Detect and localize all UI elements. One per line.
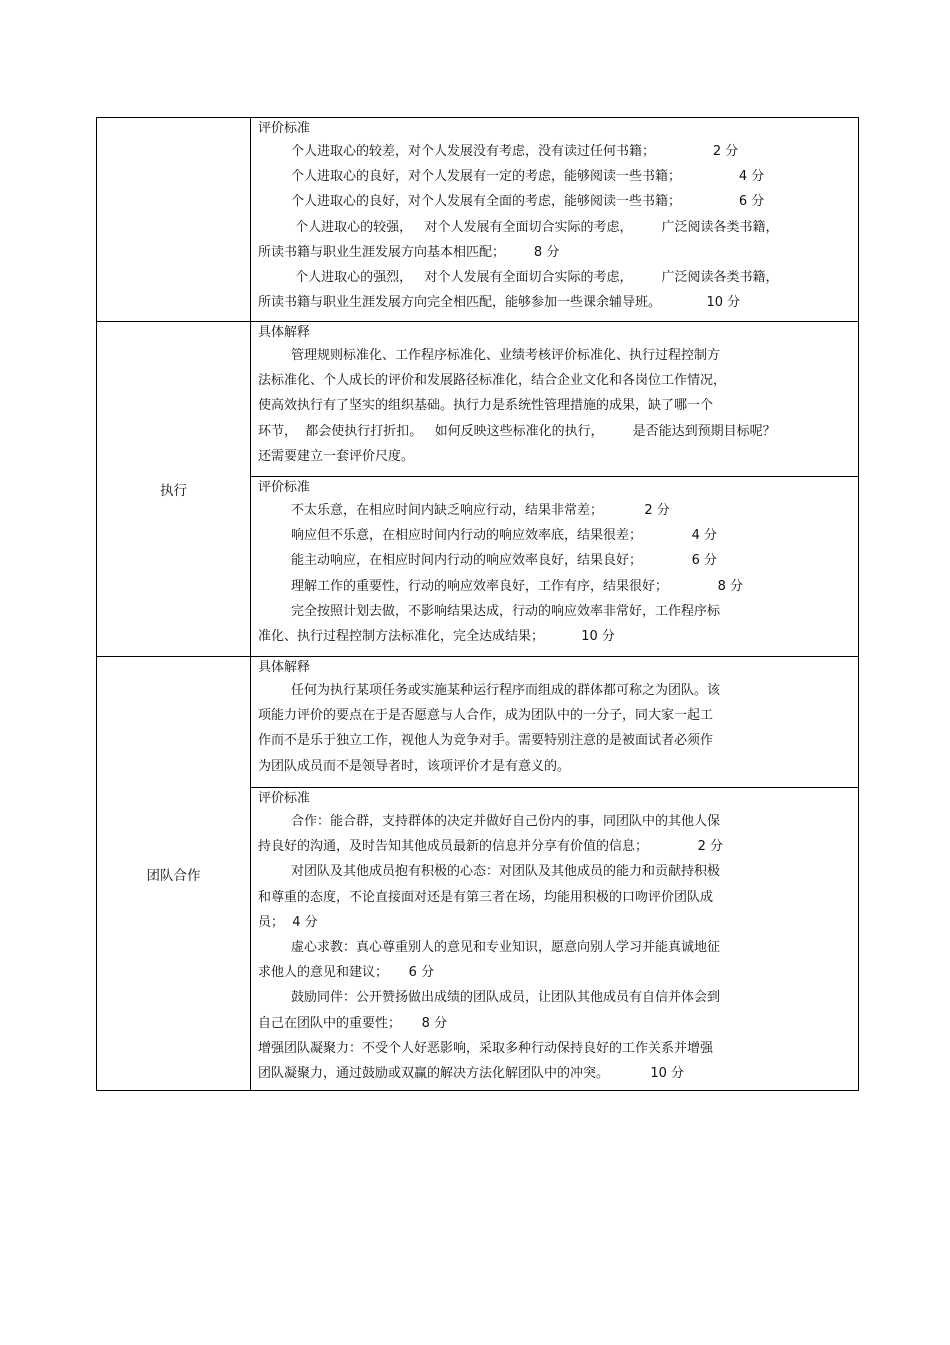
- block-line: 为团队成员而不是领导者时，该项评价才是有意义的。: [258, 758, 571, 774]
- block-line: 增强团队凝聚力：不受个人好恶影响，采取多种行动保持良好的工作关系并增强: [258, 1040, 714, 1056]
- category-cell-teamwork: 团队合作: [97, 657, 251, 1091]
- block-line: 环节， 都会使执行打折扣。 如何反映这些标准化的执行， 是否能达到预期目标呢？: [258, 423, 776, 439]
- block-line: 作而不是乐于独立工作，视他人为竞争对手。需要特别注意的是被面试者必须作: [258, 733, 714, 749]
- criteria-cell: [251, 788, 859, 1091]
- block-line: 法标准化、个人成长的评价和发展路径标准化，结合企业文化和各岗位工作情况，: [258, 373, 727, 389]
- block-line: 和尊重的态度，不论直接面对还是有第三者在场，均能用积极的口吻评价团队成: [258, 889, 714, 905]
- table-row: [97, 118, 859, 322]
- block-line: 所读书籍与职业生涯发展方向完全相匹配，能够参加一些课余辅导班。 10 分: [258, 295, 741, 311]
- table-row: [97, 657, 859, 788]
- block-line: 虚心求教：真心尊重别人的意见和专业知识，愿意向别人学习并能真诚地征: [291, 939, 721, 955]
- block-line: 个人进取心的良好，对个人发展有全面的考虑，能够阅读一些书籍； 6 分: [291, 194, 765, 210]
- block-heading: 评价标准: [258, 121, 311, 136]
- category-cell-execution: 执行: [97, 322, 251, 657]
- block-line: 不太乐意，在相应时间内缺乏响应行动，结果非常差； 2 分: [291, 503, 670, 518]
- block-line: 个人进取心的良好，对个人发展有一定的考虑，能够阅读一些书籍； 4 分: [291, 169, 765, 185]
- category-cell-empty: [97, 118, 251, 322]
- explanation-cell: [251, 657, 859, 788]
- block-line: 项能力评价的要点在于是否愿意与人合作，成为团队中的一分子，同大家一起工: [258, 708, 714, 724]
- block-line: 准化、执行过程控制方法标准化，完全达成结果； 10 分: [258, 628, 615, 644]
- criteria-cell: [251, 118, 859, 322]
- block-line: 任何为执行某项任务或实施某种运行程序而组成的群体都可称之为团队。该: [291, 683, 721, 698]
- evaluation-table: [96, 117, 859, 1091]
- block-line: 员； 4 分: [258, 914, 318, 930]
- block-line: 响应但不乐意，在相应时间内行动的响应效率底，结果很差； 4 分: [291, 528, 717, 544]
- table-row: [97, 322, 859, 477]
- explanation-cell: [251, 322, 859, 477]
- block-line: 使高效执行有了坚实的组织基础。执行力是系统性管理措施的成果，缺了哪一个: [258, 398, 714, 414]
- block-line: 合作：能合群，支持群体的决定并做好自己份内的事，同团队中的其他人保: [291, 814, 721, 829]
- block-line: 能主动响应，在相应时间内行动的响应效率良好，结果良好； 6 分: [291, 553, 717, 569]
- block-line: 完全按照计划去做，不影响结果达成，行动的响应效率非常好，工作程序标: [291, 603, 721, 619]
- block-line: 管理规则标准化、工作程序标准化、业绩考核评价标准化、执行过程控制方: [291, 348, 721, 363]
- criteria-cell: [251, 477, 859, 657]
- block-heading: 评价标准: [258, 791, 311, 806]
- block-line: 团队凝聚力，通过鼓励或双赢的解决方法化解团队中的冲突。 10 分: [258, 1065, 684, 1081]
- block-line: 对团队及其他成员抱有积极的心态：对团队及其他成员的能力和贡献持积极: [291, 864, 721, 880]
- block-line: 求他人的意见和建议； 6 分: [258, 965, 435, 981]
- block-line: 个人进取心的较强， 对个人发展有全面切合实际的考虑， 广泛阅读各类书籍，: [291, 219, 779, 235]
- block-heading: 具体解释: [258, 660, 311, 675]
- block-line: 自己在团队中的重要性； 8 分: [258, 1015, 448, 1031]
- block-heading: 具体解释: [258, 325, 311, 340]
- block-line: 理解工作的重要性，行动的响应效率良好，工作有序，结果很好； 8 分: [291, 578, 743, 594]
- block-heading: 评价标准: [258, 480, 311, 495]
- block-line: 所读书籍与职业生涯发展方向基本相匹配； 8 分: [258, 244, 560, 260]
- block-line: 个人进取心的较差，对个人发展没有考虑，没有读过任何书籍； 2 分: [291, 144, 739, 159]
- block-line: 持良好的沟通，及时告知其他成员最新的信息并分享有价值的信息； 2 分: [258, 839, 723, 855]
- block-line: 还需要建立一套评价尺度。: [258, 448, 415, 464]
- block-line: 鼓励同伴：公开赞扬做出成绩的团队成员，让团队其他成员有自信并体会到: [291, 990, 721, 1006]
- block-line: 个人进取心的强烈， 对个人发展有全面切合实际的考虑， 广泛阅读各类书籍，: [291, 269, 779, 285]
